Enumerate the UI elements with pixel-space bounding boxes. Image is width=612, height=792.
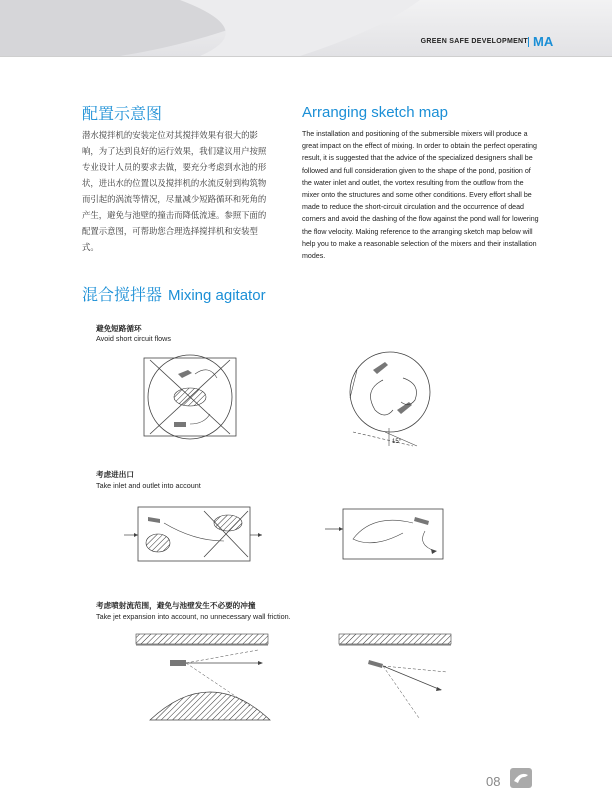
header-band xyxy=(0,0,612,56)
caption-3-en: Take jet expansion into account, no unnecessary wall friction. xyxy=(96,612,291,621)
mixing-title xyxy=(82,282,266,305)
brand-logo: MA xyxy=(533,34,554,49)
caption-3-cn: 考虑喷射流范围，避免与池壁发生不必要的冲撞 xyxy=(96,601,256,610)
intro-title-cn: 配置示意图 xyxy=(82,104,163,123)
figure-inlet-outlet-bad xyxy=(124,505,264,565)
page-number: 08 xyxy=(486,774,501,789)
caption-1-en: Avoid short circuit flows xyxy=(96,334,171,343)
brand-separator xyxy=(528,37,529,47)
brand-text: GREEN SAFE DEVELOPMENT xyxy=(420,38,528,45)
intro-body-cn: 潜水搅拌机的安装定位对其搅拌效果有很大的影响，为了达到良好的运行效果，我们建议用户按照专业设计人员的要求去做，要充分考虑到水池的形状，进出水的位置以及搅拌机的水流反射到构筑物而引起的涡流等情况，尽量减少短路循环和死角的产生，避免与池壁的撞击而降低流速。参照下面的配置示意图，可帮助您合理选择搅拌机和安装型式。 xyxy=(82,130,267,252)
caption-1-cn: 避免短路循环 xyxy=(96,324,142,333)
figure-inlet-outlet-good xyxy=(325,507,450,565)
header-rule xyxy=(0,56,612,57)
angle-label: 15° xyxy=(392,439,402,445)
figure-short-circuit-good xyxy=(345,350,435,450)
figure-jet-expansion-bad xyxy=(130,632,275,724)
intro-title-en: Arranging sketch map xyxy=(302,104,448,121)
caption-2-cn: 考虑进出口 xyxy=(96,470,134,479)
intro-body-en: The installation and positioning of the submersible mixers will produce a great impact on the effect of mixing. In order to obtain the perfect operating result, it is suggested that the advice of the specialized designers shall be followed and full consideration given to the shape of the pond, position of the water inlet and outlet, the vortex resulting from the outflow from the mixer onto the structures and some other conditions. Every effort shall be made to reduce the short-circuit circulation and the occurrence of dead corners and avoid the dashing of the flow against the pond wall for lowering the flow velocity. Making reference to the arranging sketch map below will help you to make a reasonable selection of the mixers and their installation modes. xyxy=(302,130,539,261)
dolphin-icon xyxy=(510,768,532,788)
mixing-title-cn: 混合搅拌器 xyxy=(82,285,163,304)
mixing-title-en: Mixing agitator xyxy=(168,287,266,304)
header-decoration xyxy=(0,0,612,56)
figure-short-circuit-bad xyxy=(140,352,240,442)
caption-2-en: Take inlet and outlet into account xyxy=(96,481,201,490)
figure-jet-expansion-good xyxy=(335,632,460,724)
